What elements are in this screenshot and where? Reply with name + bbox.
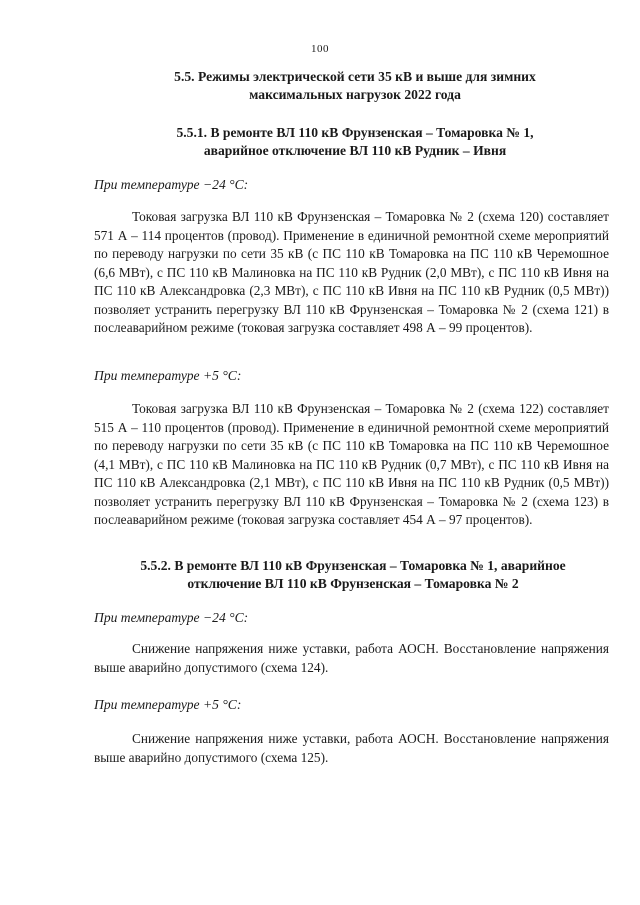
temperature-heading: При температуре +5 °С: [94,368,242,383]
section-title-line-1: 5.5. Режимы электрической сети 35 кВ и выше для зимних [174,69,536,84]
paragraph: Токовая загрузка ВЛ 110 кВ Фрунзенская – Томаровка № 2 (схема 122) составляет 515 А – 110 процентов (провод). Применение в единичной ремонтной схеме мероприятий по переводу нагрузки по сети 35 кВ (с ПС 110 кВ Томаровка на ПС 110 кВ Черемошное (4,1 МВт), с ПС 110 кВ Малиновка на ПС 110 кВ Рудник (0,7 МВт), с ПС 110 кВ Ивня на ПС 110 кВ Александровка (2,1 МВт), с ПС 110 кВ Ивня на ПС 110 кВ Рудник (0,5 МВт)) позволяет устранить перегрузку ВЛ 110 кВ Фрунзенская – Томаровка № 2 (схема 123) в послеаварийном режиме (токовая загрузка составляет 454 А – 97 процентов). [94,401,609,527]
paragraph: Токовая загрузка ВЛ 110 кВ Фрунзенская – Томаровка № 2 (схема 120) составляет 571 А – 114 процентов (провод). Применение в единичной ремонтной схеме мероприятий по переводу нагрузки по сети 35 кВ (с ПС 110 кВ Томаровка на ПС 110 кВ Черемошное (6,6 МВт), с ПС 110 кВ Малиновка на ПС 110 кВ Рудник (2,0 МВт), с ПС 110 кВ Ивня на ПС 110 кВ Александровка (2,3 МВт), с ПС 110 кВ Ивня на ПС 110 кВ Рудник (0,5 МВт)) позволяет устранить перегрузку ВЛ 110 кВ Фрунзенская – Томаровка № 2 (схема 121) в послеаварийном режиме (токовая загрузка составляет 498 А – 99 процентов). [94,209,609,335]
subsection-title [94,557,612,593]
paragraph: Снижение напряжения ниже уставки, работа АОСН. Восстановление напряжения выше аварийно допустимого (схема 125). [94,731,609,765]
subsection-title-line-1: 5.5.2. В ремонте ВЛ 110 кВ Фрунзенская – Томаровка № 1, аварийное [140,558,566,573]
section-title [120,68,590,104]
temperature-heading: При температуре −24 °С: [94,610,249,625]
section-title-line-2: максимальных нагрузок 2022 года [249,87,461,102]
subsection-title [120,124,590,160]
subsection-title-line-2: отключение ВЛ 110 кВ Фрунзенская – Томаровка № 2 [187,576,519,591]
paragraph: Снижение напряжения ниже уставки, работа АОСН. Восстановление напряжения выше аварийно допустимого (схема 124). [94,641,609,675]
page-number: 100 [311,43,329,55]
subsection-title-line-2: аварийное отключение ВЛ 110 кВ Рудник – Ивня [203,143,507,158]
temperature-heading: При температуре +5 °С: [94,697,242,712]
subsection-title-line-1: 5.5.1. В ремонте ВЛ 110 кВ Фрунзенская – Томаровка № 1, [176,125,534,140]
temperature-heading: При температуре −24 °С: [94,177,249,192]
